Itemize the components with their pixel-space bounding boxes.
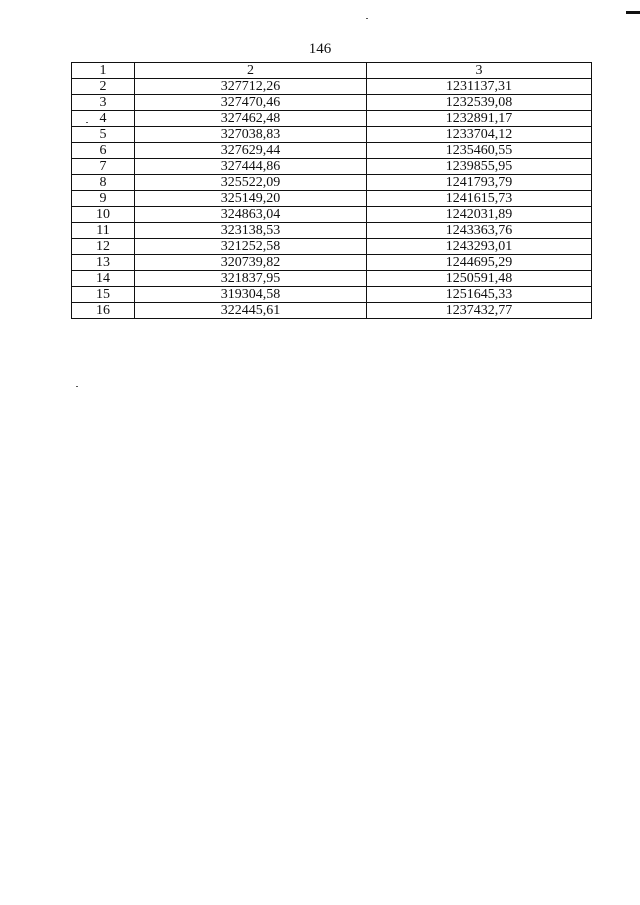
scan-speck (76, 386, 78, 387)
table-body (72, 63, 592, 319)
row-index-cell: 10 (72, 207, 135, 223)
y-coordinate-cell: 1235460,55 (367, 143, 592, 159)
y-coordinate-cell: 1237432,77 (367, 303, 592, 319)
row-index-cell: 13 (72, 255, 135, 271)
y-coordinate-cell: 1231137,31 (367, 79, 592, 95)
header-cell-col2: 2 (135, 63, 367, 79)
y-coordinate-cell: 1233704,12 (367, 127, 592, 143)
scan-speck (366, 18, 368, 19)
y-coordinate-cell: 1241615,73 (367, 191, 592, 207)
row-index-cell: 7 (72, 159, 135, 175)
table-row (72, 255, 592, 271)
y-coordinate-cell: 1243293,01 (367, 239, 592, 255)
y-coordinate-cell: 1239855,95 (367, 159, 592, 175)
table-row (72, 175, 592, 191)
table-row (72, 95, 592, 111)
y-coordinate-cell: 1232539,08 (367, 95, 592, 111)
y-coordinate-cell: 1251645,33 (367, 287, 592, 303)
row-index-cell: 9 (72, 191, 135, 207)
x-coordinate-cell: 327444,86 (135, 159, 367, 175)
table-row (72, 239, 592, 255)
table-row (72, 271, 592, 287)
x-coordinate-cell: 327629,44 (135, 143, 367, 159)
table-header-row (72, 63, 592, 79)
x-coordinate-cell: 327470,46 (135, 95, 367, 111)
coordinates-table (71, 62, 592, 319)
table-row (72, 111, 592, 127)
y-coordinate-cell: 1232891,17 (367, 111, 592, 127)
y-coordinate-cell: 1241793,79 (367, 175, 592, 191)
table-row (72, 223, 592, 239)
table-row (72, 79, 592, 95)
table-row (72, 303, 592, 319)
row-index-cell: 15 (72, 287, 135, 303)
x-coordinate-cell: 327712,26 (135, 79, 367, 95)
header-cell-col1: 1 (72, 63, 135, 79)
x-coordinate-cell: 327462,48 (135, 111, 367, 127)
table-row (72, 159, 592, 175)
row-index-cell: 5 (72, 127, 135, 143)
row-index-cell: 8 (72, 175, 135, 191)
row-index-cell: 12 (72, 239, 135, 255)
x-coordinate-cell: 322445,61 (135, 303, 367, 319)
x-coordinate-cell: 327038,83 (135, 127, 367, 143)
table-row (72, 191, 592, 207)
x-coordinate-cell: 324863,04 (135, 207, 367, 223)
row-index-cell: 3 (72, 95, 135, 111)
table-row (72, 287, 592, 303)
row-index-cell: 11 (72, 223, 135, 239)
x-coordinate-cell: 323138,53 (135, 223, 367, 239)
table-row (72, 143, 592, 159)
header-cell-col3: 3 (367, 63, 592, 79)
row-index-cell: 4 (72, 111, 135, 127)
page-number: 146 (308, 41, 332, 57)
table-row (72, 127, 592, 143)
row-index-cell: 6 (72, 143, 135, 159)
row-index-cell: 16 (72, 303, 135, 319)
y-coordinate-cell: 1244695,29 (367, 255, 592, 271)
x-coordinate-cell: 325149,20 (135, 191, 367, 207)
scan-corner-mark (626, 11, 640, 14)
table-row (72, 207, 592, 223)
x-coordinate-cell: 320739,82 (135, 255, 367, 271)
x-coordinate-cell: 325522,09 (135, 175, 367, 191)
row-index-cell: 2 (72, 79, 135, 95)
x-coordinate-cell: 321837,95 (135, 271, 367, 287)
x-coordinate-cell: 319304,58 (135, 287, 367, 303)
row-index-cell: 14 (72, 271, 135, 287)
y-coordinate-cell: 1243363,76 (367, 223, 592, 239)
x-coordinate-cell: 321252,58 (135, 239, 367, 255)
y-coordinate-cell: 1250591,48 (367, 271, 592, 287)
y-coordinate-cell: 1242031,89 (367, 207, 592, 223)
